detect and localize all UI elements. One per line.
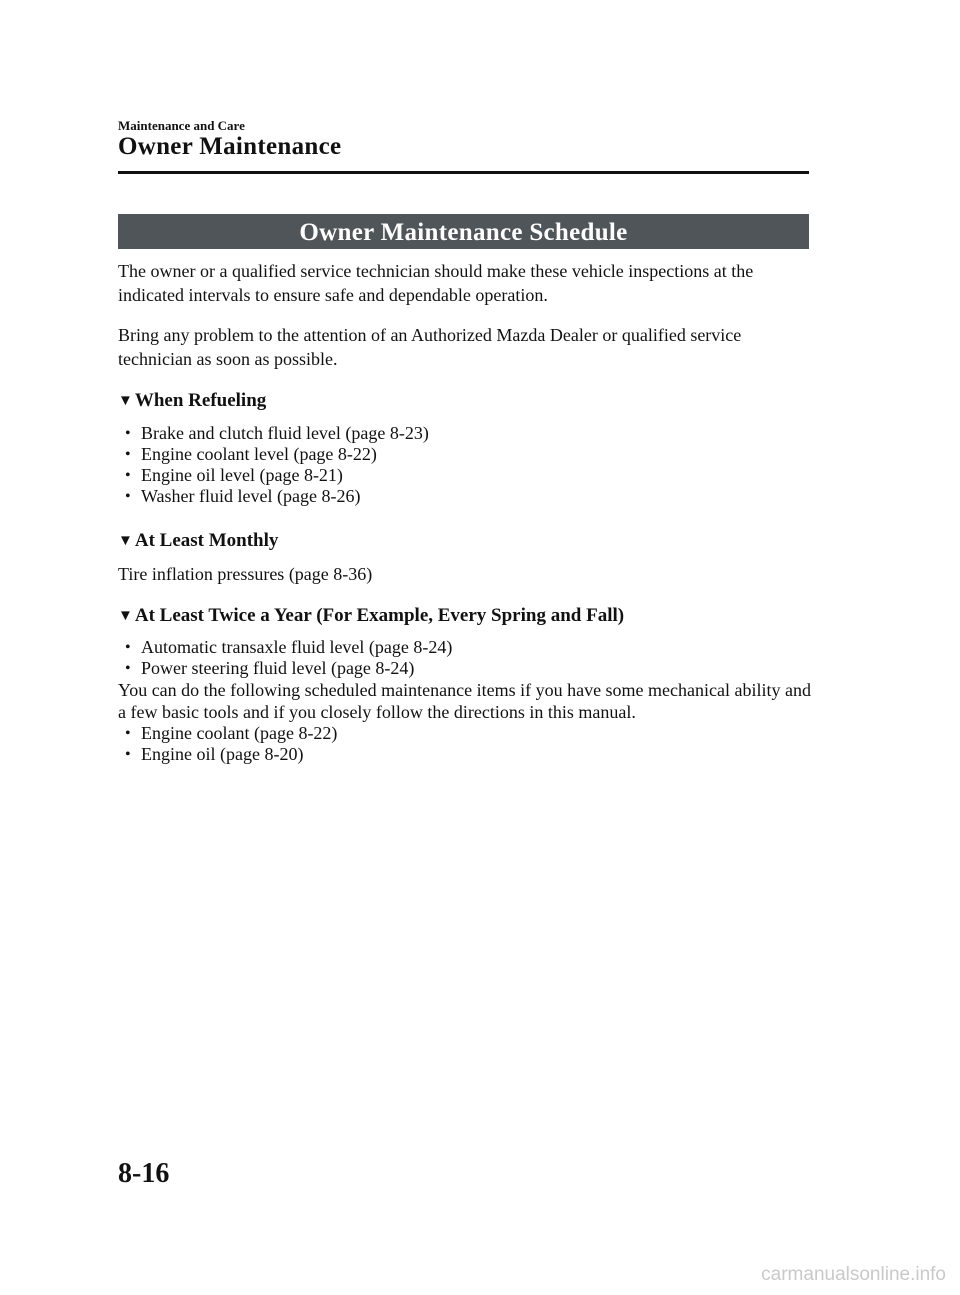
twice-year-heading <box>118 604 818 629</box>
bullet-icon: • <box>125 639 131 656</box>
list-item <box>118 465 818 486</box>
twice-year-list-2 <box>118 723 818 765</box>
section-title: Owner Maintenance <box>118 133 342 160</box>
list-item <box>118 444 818 465</box>
bullet-icon: • <box>125 467 131 484</box>
twice-year-title: At Least Twice a Year (For Example, Every Spring and Fall) <box>134 605 625 626</box>
twice-year-list <box>118 637 818 679</box>
bullet-icon: • <box>125 446 131 463</box>
list-item-text: Engine coolant level (page 8-22) <box>141 444 377 464</box>
bullet-icon: • <box>125 660 131 677</box>
list-item <box>118 658 818 679</box>
intro-paragraph-2: Bring any problem to the attention of an Authorized Mazda Dealer or qualified service technician as soon as possible. <box>118 325 742 369</box>
page-number: 8-16 <box>118 1158 170 1189</box>
list-item-text: Brake and clutch fluid level (page 8-23) <box>141 423 429 443</box>
triangle-down-icon: ▼ <box>118 393 133 409</box>
chapter-label: Maintenance and Care <box>118 118 245 133</box>
triangle-down-icon: ▼ <box>118 608 133 624</box>
list-item-text: Engine oil level (page 8-21) <box>141 465 343 485</box>
schedule-banner: Owner Maintenance Schedule <box>118 214 809 249</box>
bullet-icon: • <box>125 725 131 742</box>
intro-paragraph-1: The owner or a qualified service technician should make these vehicle inspections at the indicated intervals to ensure safe and dependable operation. <box>118 261 754 305</box>
monthly-text: Tire inflation pressures (page 8-36) <box>118 564 373 584</box>
bullet-icon: • <box>125 488 131 505</box>
list-item <box>118 486 818 507</box>
bullet-icon: • <box>125 746 131 763</box>
refueling-title: When Refueling <box>134 390 267 411</box>
refueling-list <box>118 423 818 507</box>
list-item-text: Washer fluid level (page 8-26) <box>141 486 361 506</box>
bullet-icon: • <box>125 425 131 442</box>
monthly-title: At Least Monthly <box>134 530 279 551</box>
list-item <box>118 423 818 444</box>
header-rule <box>118 171 809 174</box>
list-item <box>118 637 818 658</box>
list-item-text: Automatic transaxle fluid level (page 8-24) <box>141 637 453 657</box>
twice-year-note: You can do the following scheduled maintenance items if you have some mechanical ability and a few basic tools and if you closely follow the directions in this manual. <box>118 680 811 722</box>
list-item-text: Engine oil (page 8-20) <box>141 744 304 764</box>
watermark: carmanualsonline.info <box>761 1264 946 1285</box>
list-item <box>118 723 818 744</box>
monthly-heading <box>118 529 818 554</box>
list-item-text: Power steering fluid level (page 8-24) <box>141 658 415 678</box>
list-item <box>118 744 818 765</box>
list-item-text: Engine coolant (page 8-22) <box>141 723 338 743</box>
triangle-down-icon: ▼ <box>118 533 133 549</box>
refueling-heading <box>118 389 818 414</box>
page-content <box>118 259 818 765</box>
